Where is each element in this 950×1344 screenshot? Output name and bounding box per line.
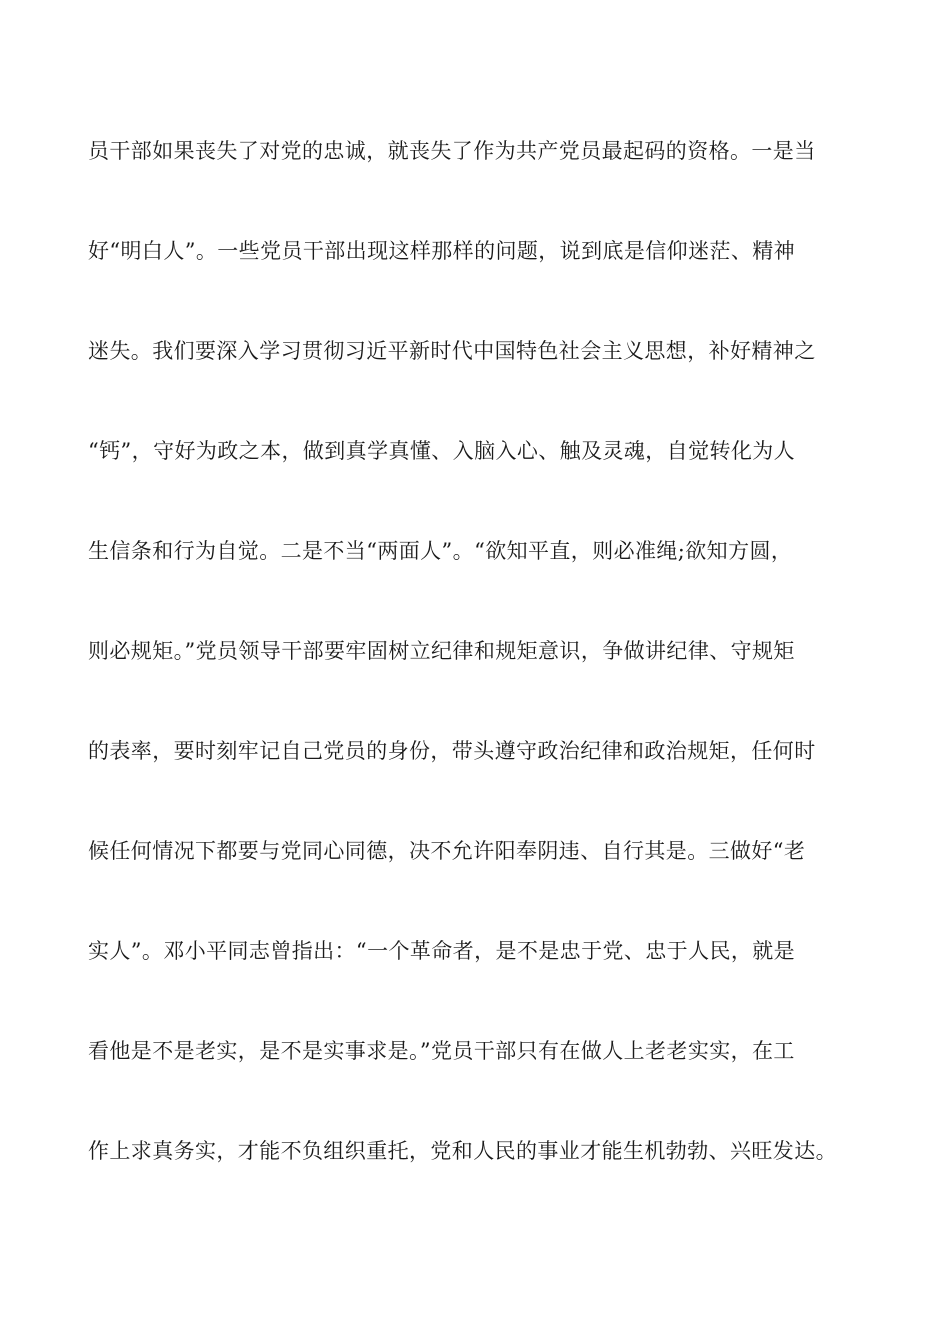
body-paragraph — [88, 128, 868, 1228]
text-line: 作上求真务实，才能不负组织重托，党和人民的事业才能生机勃勃、兴旺发达。 — [88, 1139, 837, 1163]
text-line: “钙”，守好为政之本，做到真学真懂、入脑入心、触及灵魂，自觉转化为人 — [88, 439, 796, 463]
text-line: 则必规矩。”党员领导干部要牢固树立纪律和规矩意识，争做讲纪律、守规矩 — [88, 639, 795, 663]
text-line: 实人”。邓小平同志曾指出：“一个革命者，是不是忠于党、忠于人民，就是 — [88, 939, 796, 963]
text-line: 迷失。我们要深入学习贯彻习近平新时代中国特色社会主义思想，补好精神之 — [88, 339, 816, 363]
text-line: 的表率，要时刻牢记自己党员的身份，带头遵守政治纪律和政治规矩，任何时 — [88, 739, 816, 763]
text-line: 候任何情况下都要与党同心同德，决不允许阳奉阴违、自行其是。三做好“老 — [88, 839, 806, 863]
text-line: 看他是不是老实，是不是实事求是。”党员干部只有在做人上老老实实，在工 — [88, 1039, 795, 1063]
text-line: 员干部如果丧失了对党的忠诚，就丧失了作为共产党员最起码的资格。一是当 — [88, 139, 816, 163]
text-line: 生信条和行为自觉。二是不当“两面人”。“欲知平直，则必准绳;欲知方圆， — [88, 539, 793, 563]
text-line: 好“明白人”。一些党员干部出现这样那样的问题，说到底是信仰迷茫、精神 — [88, 239, 796, 263]
